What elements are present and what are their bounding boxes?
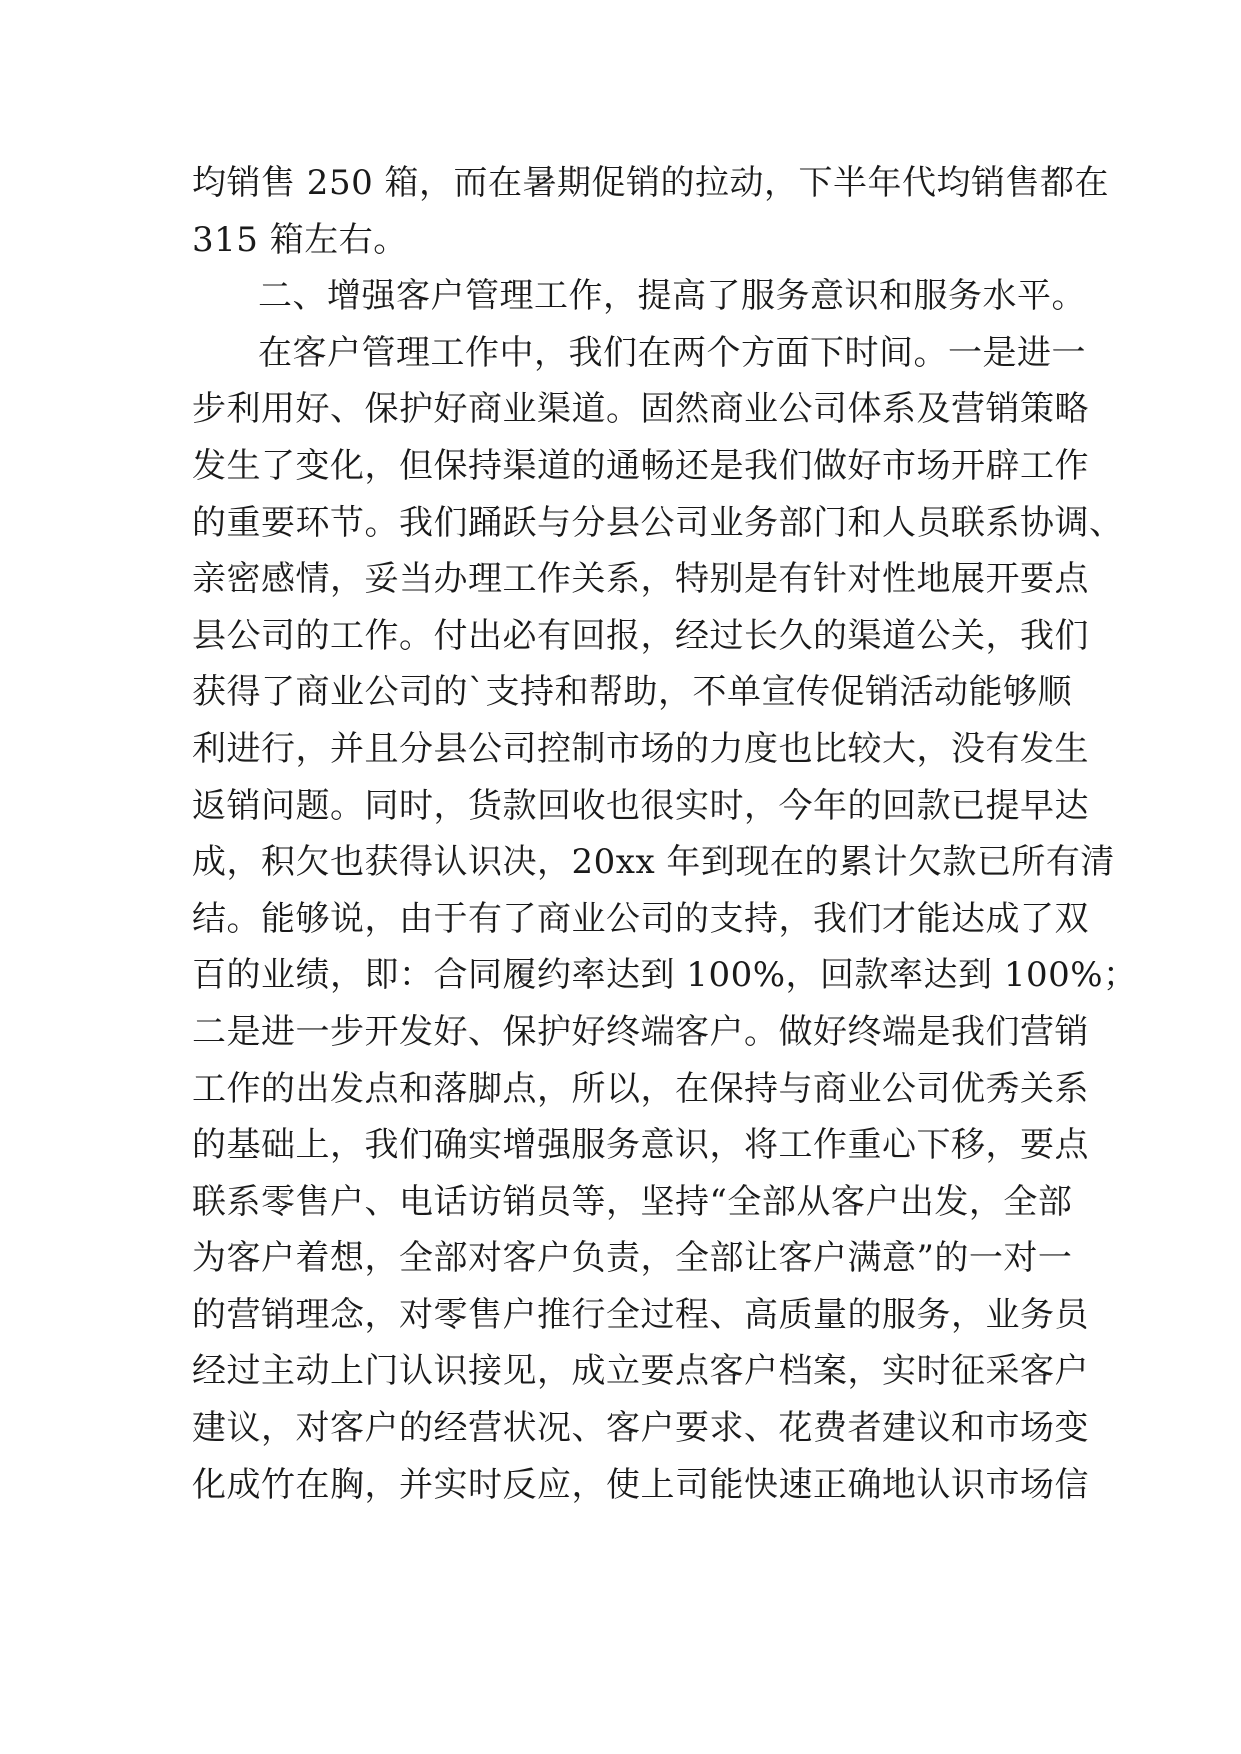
text-line: 县公司的工作。付出必有回报，经过长久的渠道公关，我们 [192,615,1089,656]
text-line: 百的业绩，即：合同履约率达到 100%，回款率达到 100%； [192,955,1138,996]
text-line: 亲密感情，妥当办理工作关系，特别是有针对性地展开要点 [192,559,1089,600]
text-line: 获得了商业公司的`支持和帮助，不单宣传促销活动能够顺 [192,672,1072,713]
text-line: 为客户着想，全部对客户负责，全部让客户满意”的一对一 [192,1238,1073,1279]
text-line: 的营销理念，对零售户推行全过程、高质量的服务，业务员 [192,1294,1089,1335]
text-line: 的基础上，我们确实增强服务意识，将工作重心下移，要点 [192,1125,1089,1166]
text-line: 均销售 250 箱，而在暑期促销的拉动，下半年代均销售都在 [192,163,1110,203]
text-line: 的重要环节。我们踊跃与分县公司业务部门和人员联系协调、 [192,502,1124,543]
text-line: 成，积欠也获得认识决，20xx 年到现在的累计欠款已所有清 [192,842,1115,883]
body-text [192,155,1138,1513]
text-line: 在客户管理工作中，我们在两个方面下时间。一是进一 [258,332,1086,373]
text-line: 经过主动上门认识接见，成立要点客户档案，实时征采客户 [192,1351,1089,1392]
text-line: 二、增强客户管理工作，提高了服务意识和服务水平。 [258,276,1086,317]
text-line: 返销问题。同时，货款回收也很实时，今年的回款已提早达 [192,785,1089,826]
text-line: 联系零售户、电话访销员等，坚持“全部从客户出发，全部 [192,1181,1073,1222]
text-line: 发生了变化，但保持渠道的通畅还是我们做好市场开辟工作 [192,445,1089,486]
text-line: 步利用好、保护好商业渠道。固然商业公司体系及营销策略 [192,389,1089,430]
text-line: 工作的出发点和落脚点，所以，在保持与商业公司优秀关系 [192,1068,1089,1109]
text-line: 结。能够说，由于有了商业公司的支持，我们才能达成了双 [192,898,1089,939]
text-line: 二是进一步开发好、保护好终端客户。做好终端是我们营销 [192,1011,1089,1052]
text-line: 315 箱左右。 [192,219,408,260]
text-line: 建议，对客户的经营状况、客户要求、花费者建议和市场变 [192,1408,1089,1449]
text-line: 利进行，并且分县公司控制市场的力度也比较大，没有发生 [192,728,1089,769]
text-line: 化成竹在胸，并实时反应，使上司能快速正确地认识市场信 [192,1464,1089,1505]
